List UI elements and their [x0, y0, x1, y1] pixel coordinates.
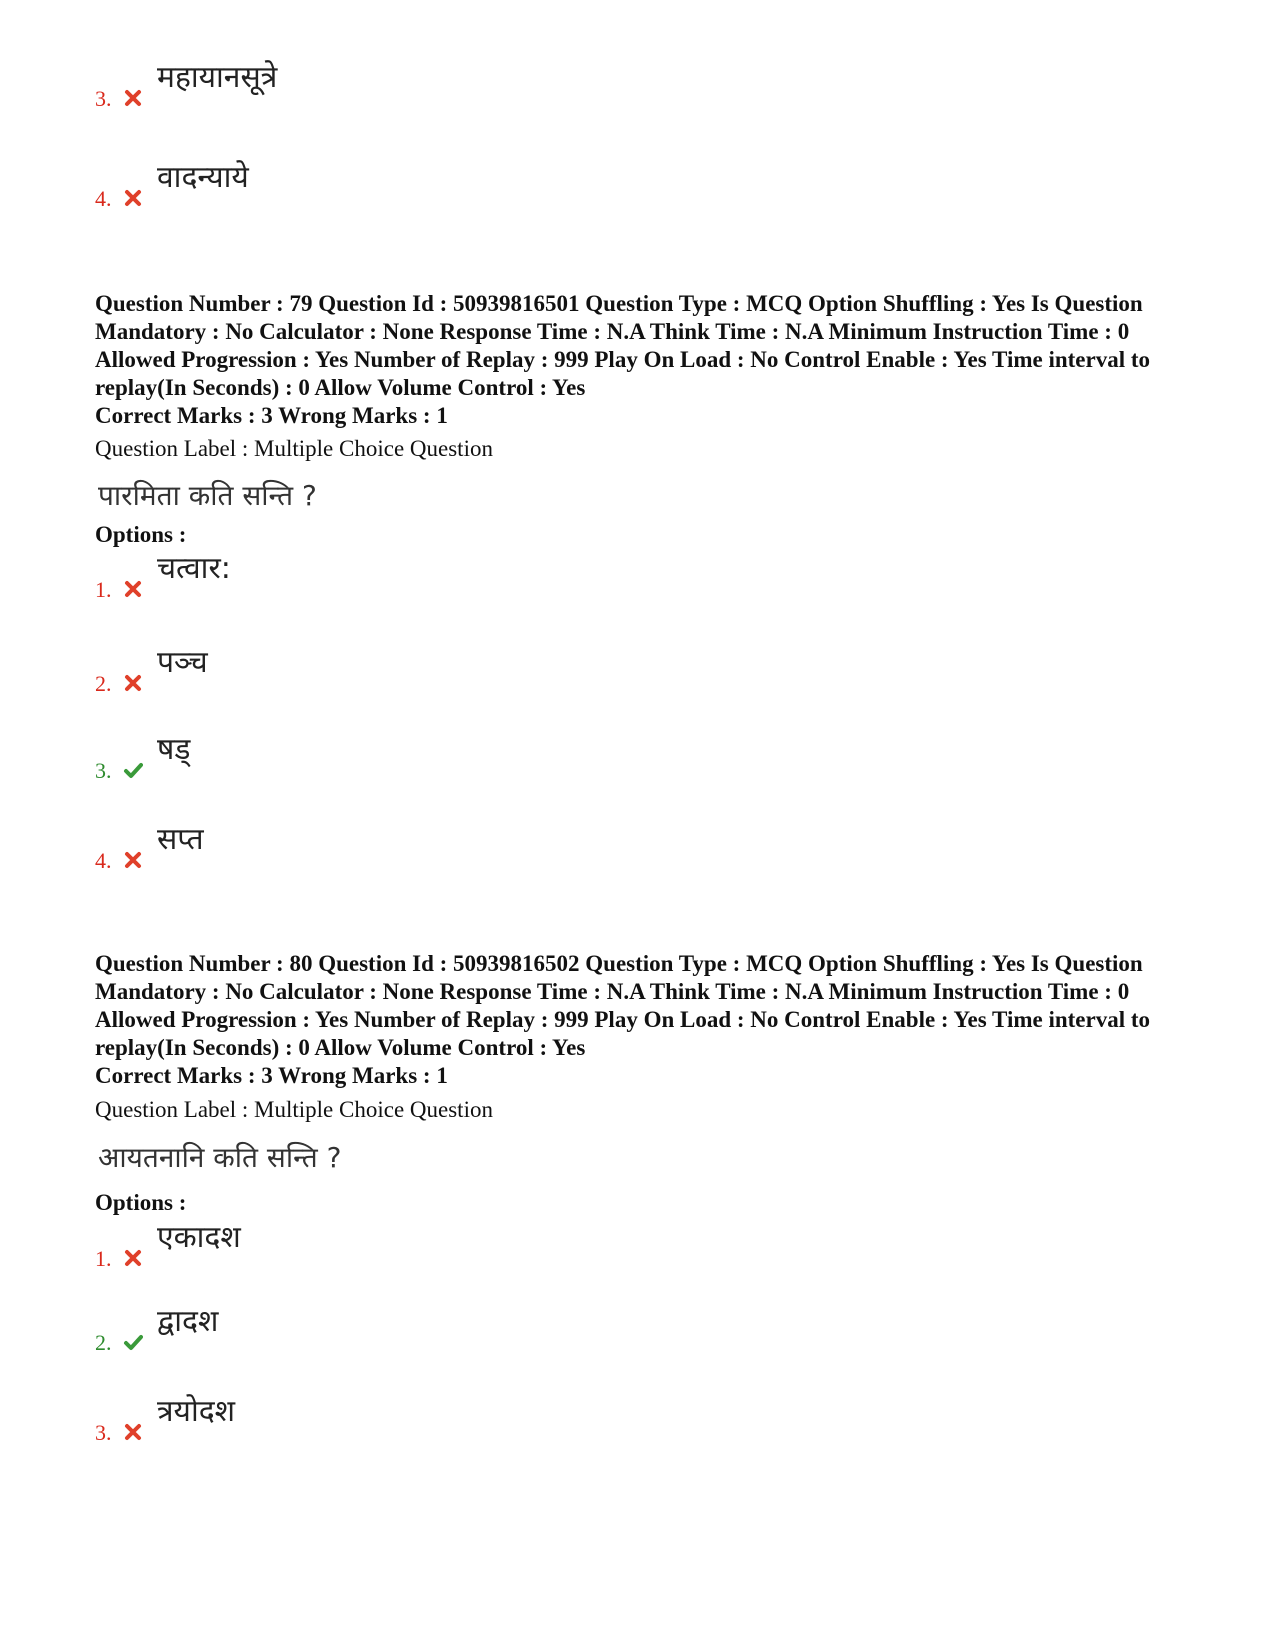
cross-icon [123, 673, 143, 693]
cross-icon [123, 579, 143, 599]
option-text: महायानसूत्रे [157, 60, 278, 95]
question-label: Question Label : Multiple Choice Question [95, 1097, 493, 1122]
option-number: 2. [95, 671, 112, 696]
question-text: पारमिता कति सन्ति ? [98, 479, 317, 512]
options-heading: Options : [95, 522, 187, 547]
option-text: चत्वार: [157, 551, 231, 586]
option-text: वादन्याये [157, 160, 249, 195]
question-marks: Correct Marks : 3 Wrong Marks : 1 [95, 403, 448, 428]
option-text: षड् [157, 732, 191, 767]
option-text: सप्त [157, 822, 204, 857]
option-number: 3. [95, 86, 112, 111]
question-text: आयतनानि कति सन्ति ? [98, 1141, 342, 1174]
question-meta: Question Number : 79 Question Id : 50939816501 Question Type : MCQ Option Shuffling : Yes Is Question Mandatory : No Calculator : None Response Time : N.A Think Time : N.A Minimum Instruction Time : 0 Allowed Progression : Yes Number of Replay : 999 Play On Load : No Control Enable : Yes Time interval to replay(In Seconds) : 0 Allow Volume Control : Yes [95, 291, 1151, 400]
question-label: Question Label : Multiple Choice Question [95, 436, 493, 461]
cross-icon [123, 1422, 143, 1442]
option-number: 3. [95, 1420, 112, 1445]
option-number: 4. [95, 186, 112, 211]
option-text: एकादश [157, 1220, 241, 1255]
options-heading: Options : [95, 1190, 187, 1215]
cross-icon [123, 850, 143, 870]
cross-icon [123, 188, 143, 208]
cross-icon [123, 1248, 143, 1268]
question-meta: Question Number : 80 Question Id : 50939816502 Question Type : MCQ Option Shuffling : Yes Is Question Mandatory : No Calculator : None Response Time : N.A Think Time : N.A Minimum Instruction Time : 0 Allowed Progression : Yes Number of Replay : 999 Play On Load : No Control Enable : Yes Time interval to replay(In Seconds) : 0 Allow Volume Control : Yes [95, 951, 1151, 1060]
check-icon [123, 1332, 143, 1352]
option-text: त्रयोदश [157, 1394, 236, 1429]
option-number: 3. [95, 758, 112, 783]
question-marks: Correct Marks : 3 Wrong Marks : 1 [95, 1063, 448, 1088]
option-text: द्वादश [157, 1304, 219, 1339]
option-number: 1. [95, 1246, 112, 1271]
option-number: 1. [95, 577, 112, 602]
check-icon [123, 760, 143, 780]
option-number: 4. [95, 848, 112, 873]
option-text: पञ्च [157, 645, 208, 680]
option-number: 2. [95, 1330, 112, 1355]
cross-icon [123, 88, 143, 108]
